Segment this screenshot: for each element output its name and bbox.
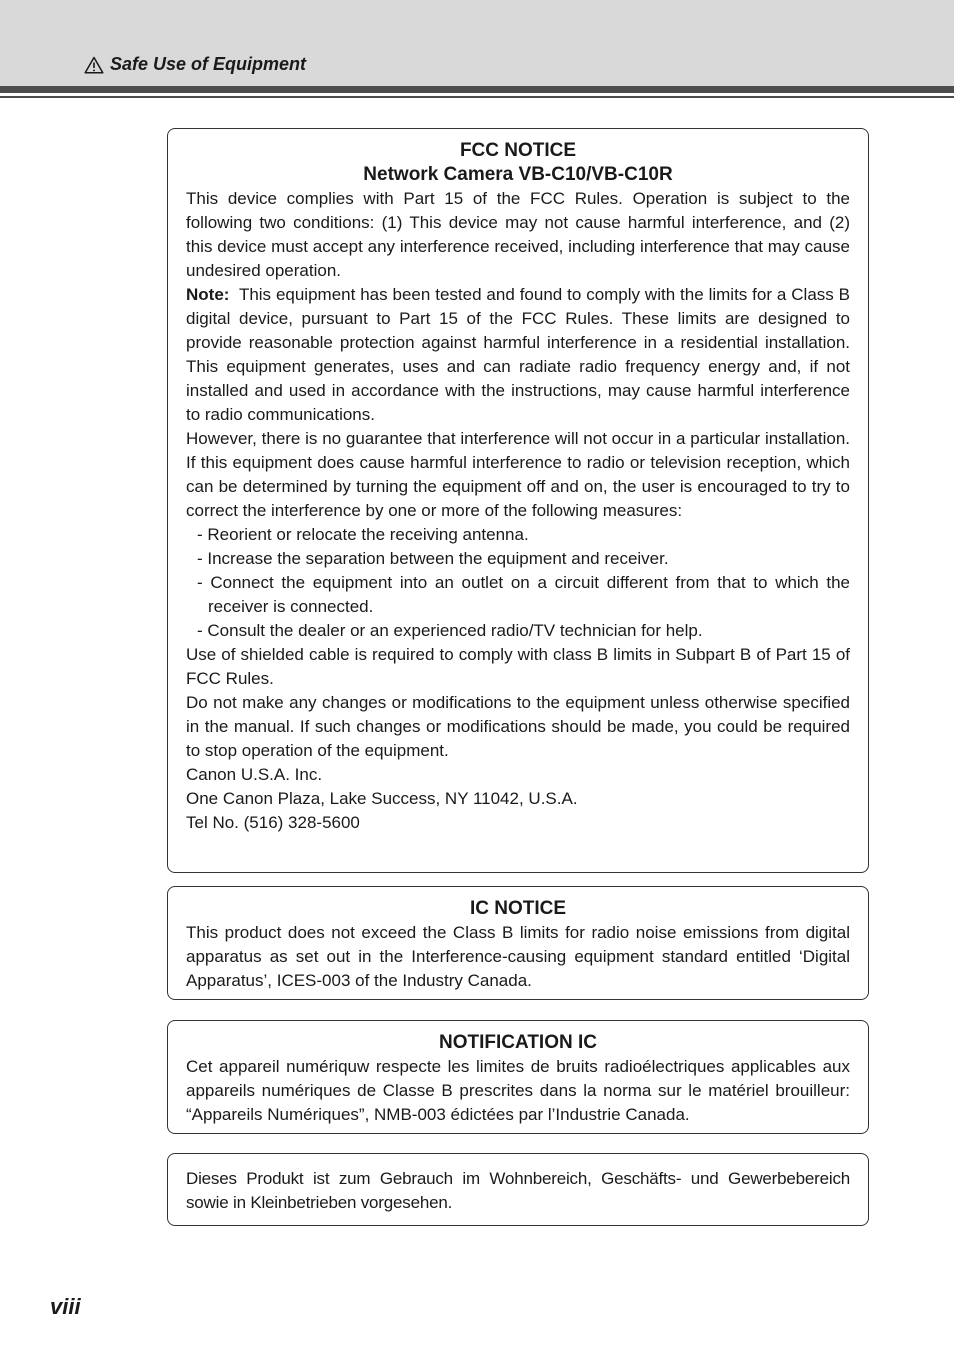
- fcc-tel: Tel No. (516) 328-5600: [186, 813, 360, 832]
- section-header: [84, 54, 306, 75]
- fcc-note-text: This equipment has been tested and found to comply with the limits for a Class B digital device, pursuant to Part 15 of the FCC Rules. These limits are designed to provide reasonable protection against harmful interference in a residential installation. This equipment generates, uses and can radiate radio frequency energy and, if not installed and used in accordance with the instructions, may cause harmful interference to radio communications.: [186, 285, 850, 424]
- fcc-address: One Canon Plaza, Lake Success, NY 11042, U.S.A.: [186, 789, 578, 808]
- notification-ic-title: NOTIFICATION IC: [439, 1032, 597, 1053]
- warning-triangle-icon: [84, 56, 104, 74]
- fcc-measure-item: - Reorient or relocate the receiving antenna.: [197, 525, 529, 544]
- fcc-subtitle: Network Camera VB-C10/VB-C10R: [363, 164, 673, 185]
- fcc-note-paragraph: [186, 283, 850, 427]
- german-notice-box: [167, 1153, 869, 1226]
- german-text: Dieses Produkt ist zum Gebrauch im Wohnbereich, Geschäfts- und Gewerbebereich sowie in Kleinbetrieben vorgesehen.: [186, 1169, 850, 1212]
- fcc-title: FCC NOTICE: [459, 140, 577, 161]
- page-number: viii: [50, 1294, 81, 1319]
- notification-ic-box: [167, 1020, 869, 1134]
- ic-text: This product does not exceed the Class B limits for radio noise emissions from digital apparatus as set out in the Interference-causing equipment standard entitled ‘Digital Apparatus’, ICES-003 of the Industry Canada.: [186, 923, 850, 990]
- header-rule-thick: [0, 86, 954, 93]
- fcc-note-label: Note:: [186, 285, 230, 304]
- fcc-measure-item: - Connect the equipment into an outlet on a circuit different from that to which the receiver is connected.: [197, 573, 850, 616]
- fcc-notice-box: [167, 128, 869, 873]
- ic-notice-box: [167, 886, 869, 1000]
- notification-ic-text: Cet appareil numériquw respecte les limites de bruits radioélectriques applicables aux appareils numériques de Classe B prescrites dans la norma sur le matériel brouilleur: “Appareils Numériques”, NMB-003 édictées par l’Industrie Canada.: [186, 1057, 850, 1124]
- section-title: Safe Use of Equipment: [110, 54, 307, 74]
- fcc-paragraph-shielded-cable: Use of shielded cable is required to comply with class B limits in Subpart B of Part 15 of FCC Rules.: [186, 645, 850, 688]
- fcc-company: Canon U.S.A. Inc.: [186, 765, 323, 784]
- fcc-measure-item: - Increase the separation between the equipment and receiver.: [197, 549, 669, 568]
- fcc-paragraph-conditions: This device complies with Part 15 of the FCC Rules. Operation is subject to the following two conditions: (1) This device may not cause harmful interference, and (2) this device must accept any interference received, including interference that may cause undesired operation.: [186, 189, 850, 280]
- fcc-paragraph-modifications: Do not make any changes or modifications to the equipment unless otherwise specified in the manual. If such changes or modifications should be made, you could be required to stop operation of the equipment.: [186, 693, 850, 760]
- fcc-measure-item: - Consult the dealer or an experienced radio/TV technician for help.: [197, 621, 703, 640]
- header-rule-thin: [0, 96, 954, 98]
- ic-title: IC NOTICE: [469, 898, 567, 919]
- fcc-paragraph-measures-intro: However, there is no guarantee that interference will not occur in a particular installation. If this equipment does cause harmful interference to radio or television reception, which can be determined by turning the equipment off and on, the user is encouraged to try to correct the interference by one or more of the following measures:: [186, 429, 850, 520]
